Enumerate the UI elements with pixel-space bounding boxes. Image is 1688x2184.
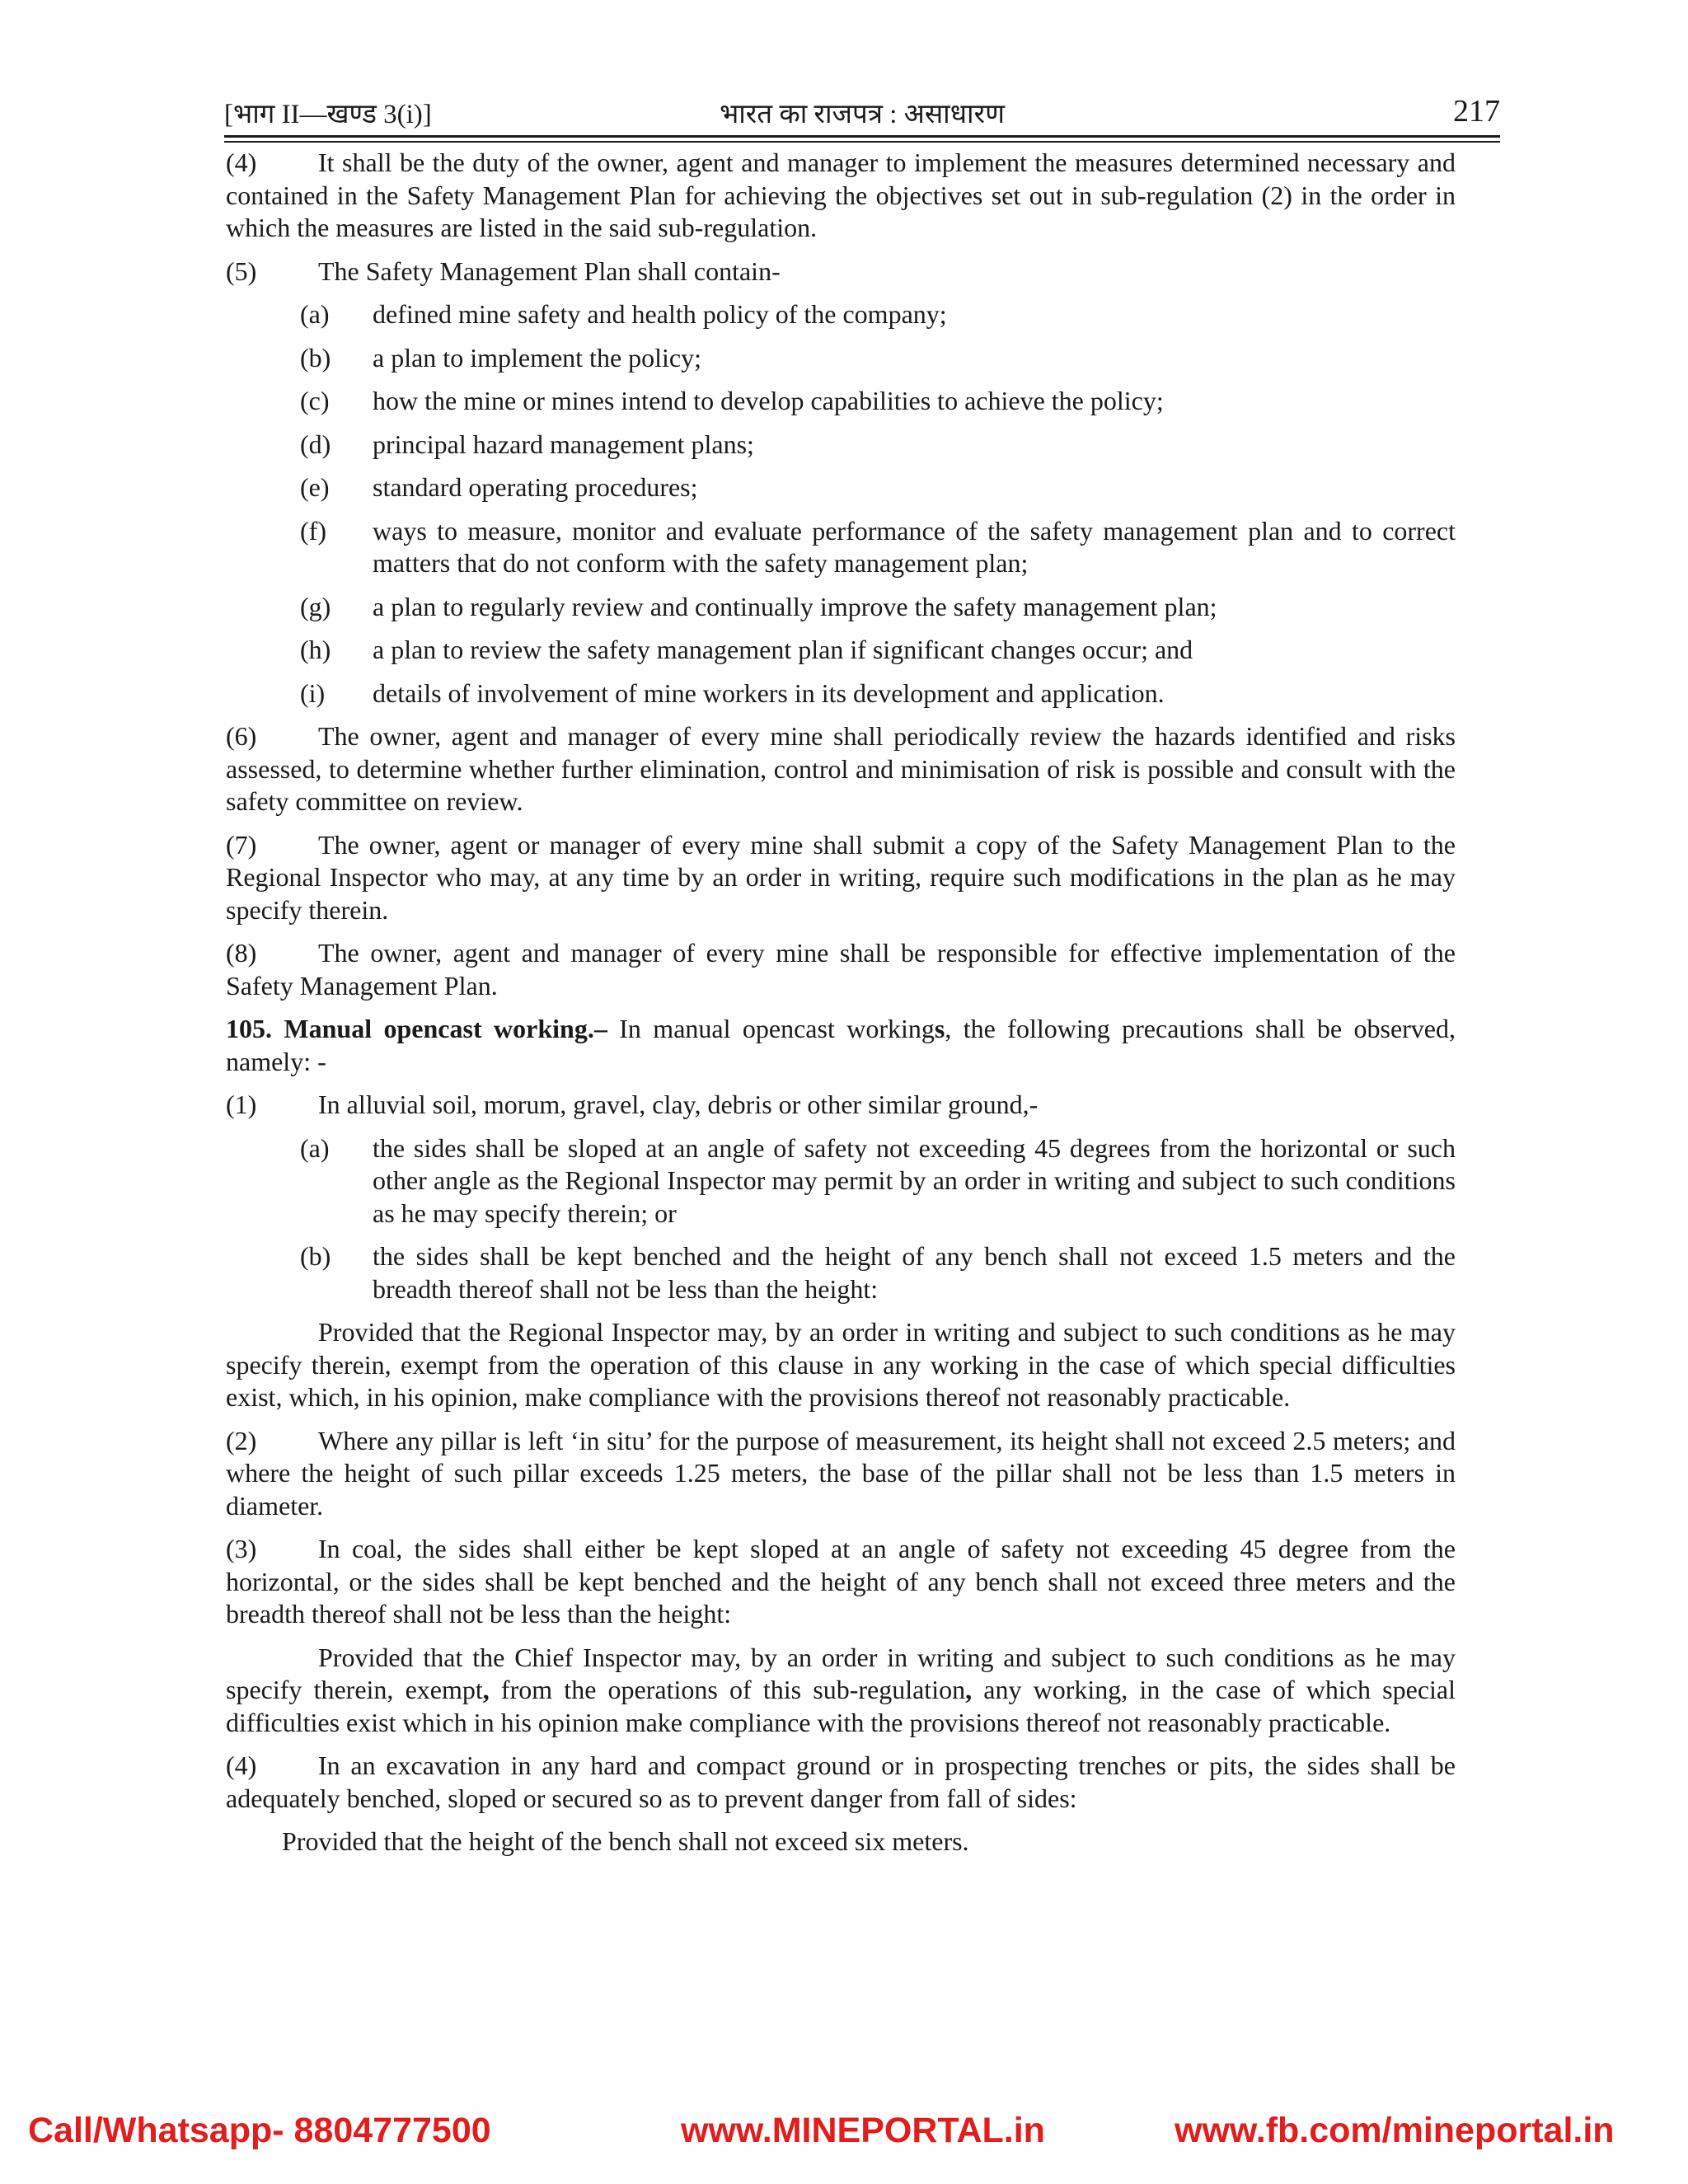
clause-label: (c) bbox=[300, 386, 330, 415]
paragraph-6 bbox=[226, 720, 1456, 818]
clause-label: (a) bbox=[300, 1132, 330, 1163]
clause-5d bbox=[226, 429, 1456, 462]
paragraph-text: The owner, agent or manager of every mine shall submit a copy of the Safety Management Plan to the Regional Inspector who may, at any time by an order in writing, require such modifications in the plan as he may specify therein. bbox=[226, 829, 1456, 925]
clause-text: a plan to regularly review and continually improve the safety management plan; bbox=[373, 591, 1217, 621]
paragraph-number: (1) bbox=[226, 1090, 257, 1119]
paragraph-4 bbox=[226, 147, 1456, 245]
clause-label: (b) bbox=[300, 342, 331, 373]
proviso-text-end: any working, in the case of which special difficulties exist which in his opinion make compliance with the provisions thereof not reasonably practicable. bbox=[226, 1675, 1456, 1737]
footer-facebook-link[interactable]: www.fb.com/mineportal.in bbox=[1175, 2111, 1615, 2150]
clause-5b bbox=[226, 342, 1456, 375]
clause-text: standard operating procedures; bbox=[373, 472, 698, 502]
subregulation-105-1 bbox=[226, 1089, 1456, 1122]
paragraph-number: (6) bbox=[226, 721, 257, 751]
header-rule-thin bbox=[224, 141, 1500, 143]
paragraph-number: (8) bbox=[226, 938, 257, 968]
paragraph-number: (4) bbox=[226, 148, 257, 177]
proviso-bold-comma: , bbox=[482, 1675, 490, 1704]
clause-label: (g) bbox=[300, 591, 331, 621]
section-heading-dash: .– bbox=[587, 1014, 607, 1043]
section-intro-text: In manual opencast working bbox=[607, 1014, 935, 1043]
proviso-105-4: Provided that the height of the bench shall not exceed six meters. bbox=[282, 1826, 969, 1856]
clause-5e bbox=[226, 471, 1456, 504]
proviso-text: Provided that the Chief Inspector may, by an order in writing and subject to such conditions as he may specify therein, exempt bbox=[226, 1642, 1456, 1704]
footer-website-link[interactable]: www.MINEPORTAL.in bbox=[681, 2111, 1045, 2150]
subregulation-105-4 bbox=[226, 1750, 1456, 1815]
clause-105-1b bbox=[226, 1240, 1456, 1305]
proviso-text-cont: from the operations of this sub-regulation bbox=[489, 1675, 966, 1704]
paragraph-7 bbox=[226, 829, 1456, 927]
paragraph-number: (4) bbox=[226, 1750, 257, 1780]
section-heading: 105. Manual opencast working bbox=[226, 1014, 588, 1043]
paragraph-text: The owner, agent and manager of every mine shall periodically review the hazards identified and risks assessed, to determine whether further elimination, control and minimisation of risk is possible and consult with the safety committee on review. bbox=[226, 721, 1456, 816]
clause-text: details of involvement of mine workers in its development and application. bbox=[373, 677, 1165, 708]
paragraph-text: It shall be the duty of the owner, agent and manager to implement the measures determined necessary and contained in the Safety Management Plan for achieving the objectives set out in sub-regulation (2) in the order in which the measures are listed in the said sub-regulation. bbox=[226, 148, 1456, 242]
document-body bbox=[226, 147, 1456, 1869]
paragraph-number: (5) bbox=[226, 255, 257, 286]
clause-text: the sides shall be kept benched and the height of any bench shall not exceed 1.5 meters and the breadth thereof shall not be less than the height: bbox=[373, 1241, 1456, 1304]
paragraph-number: (3) bbox=[226, 1534, 257, 1563]
header-part-section: [भाग II—खण्ड 3(i)] bbox=[224, 100, 432, 129]
clause-label: (e) bbox=[300, 472, 330, 502]
clause-label: (d) bbox=[300, 429, 331, 459]
section-intro-bold-letter: s bbox=[934, 1014, 945, 1043]
clause-text: the sides shall be sloped at an angle of safety not exceeding 45 degrees from the horizontal or such other angle as the Regional Inspector may permit by an order in writing and subject to such conditions as he may specify therein; or bbox=[373, 1132, 1456, 1228]
clause-5g bbox=[226, 591, 1456, 624]
section-intro-text-cont: , the following precautions shall be observed, namely: - bbox=[226, 1014, 1456, 1076]
page-header bbox=[224, 91, 1500, 132]
clause-text: defined mine safety and health policy of the company; bbox=[373, 299, 947, 329]
clause-text: how the mine or mines intend to develop capabilities to achieve the policy; bbox=[373, 386, 1164, 415]
clause-5c bbox=[226, 385, 1456, 418]
clause-label: (i) bbox=[300, 677, 326, 708]
clause-5f bbox=[226, 515, 1456, 580]
proviso-bold-comma: , bbox=[965, 1675, 973, 1704]
proviso-105-1: Provided that the Regional Inspector may, by an order in writing and subject to such conditions as he may specify therein, exempt from the operation of this clause in any working in the case of which special difficulties exist, which, in his opinion, make compliance with the provisions thereof not reasonably practicable. bbox=[226, 1317, 1456, 1412]
paragraph-text: In an excavation in any hard and compact ground or in prospecting trenches or pits, the sides shall be adequately benched, sloped or secured so as to prevent danger from fall of sides: bbox=[226, 1750, 1456, 1813]
paragraph-5 bbox=[226, 255, 1456, 288]
clause-label: (b) bbox=[300, 1241, 331, 1271]
header-gazette-title: भारत का राजपत्र : असाधारण bbox=[720, 100, 1005, 129]
paragraph-number: (2) bbox=[226, 1425, 257, 1455]
clause-text: a plan to review the safety management plan if significant changes occur; and bbox=[373, 635, 1193, 664]
section-105-intro bbox=[226, 1013, 1456, 1078]
paragraph-text: In coal, the sides shall either be kept sloped at an angle of safety not exceeding 45 degree from the horizontal, or the sides shall be kept benched and the height of any bench shall not exceed three meters and the breadth thereof shall not be less than the height: bbox=[226, 1534, 1456, 1629]
clause-text: principal hazard management plans; bbox=[373, 429, 754, 459]
clause-text: a plan to implement the policy; bbox=[373, 342, 702, 373]
paragraph-8 bbox=[226, 937, 1456, 1002]
clause-105-1a bbox=[226, 1132, 1456, 1230]
clause-label: (f) bbox=[300, 515, 326, 546]
footer-contact: Call/Whatsapp- 8804777500 bbox=[28, 2111, 491, 2150]
clause-text: ways to measure, monitor and evaluate performance of the safety management plan and to correct matters that do not conform with the safety management plan; bbox=[373, 515, 1456, 578]
proviso-105-3 bbox=[226, 1642, 1456, 1740]
paragraph-text: The Safety Management Plan shall contain- bbox=[318, 255, 781, 286]
page-number: 217 bbox=[1453, 94, 1500, 129]
paragraph-text: In alluvial soil, morum, gravel, clay, debris or other similar ground,- bbox=[318, 1090, 1039, 1119]
clause-5a bbox=[226, 298, 1456, 331]
clause-5h bbox=[226, 634, 1456, 667]
header-rule-thick bbox=[224, 135, 1500, 138]
clause-label: (a) bbox=[300, 299, 330, 329]
clause-label: (h) bbox=[300, 635, 331, 664]
paragraph-number: (7) bbox=[226, 829, 257, 860]
subregulation-105-2 bbox=[226, 1425, 1456, 1523]
clause-5i bbox=[226, 677, 1456, 710]
subregulation-105-3 bbox=[226, 1533, 1456, 1631]
paragraph-text: The owner, agent and manager of every mine shall be responsible for effective implementation of the Safety Management Plan. bbox=[226, 938, 1456, 1001]
paragraph-text: Where any pillar is left ‘in situ’ for the purpose of measurement, its height shall not exceed 2.5 meters; and where the height of such pillar exceeds 1.25 meters, the base of the pillar shall not be less than 1.5 meters in diameter. bbox=[226, 1425, 1456, 1521]
